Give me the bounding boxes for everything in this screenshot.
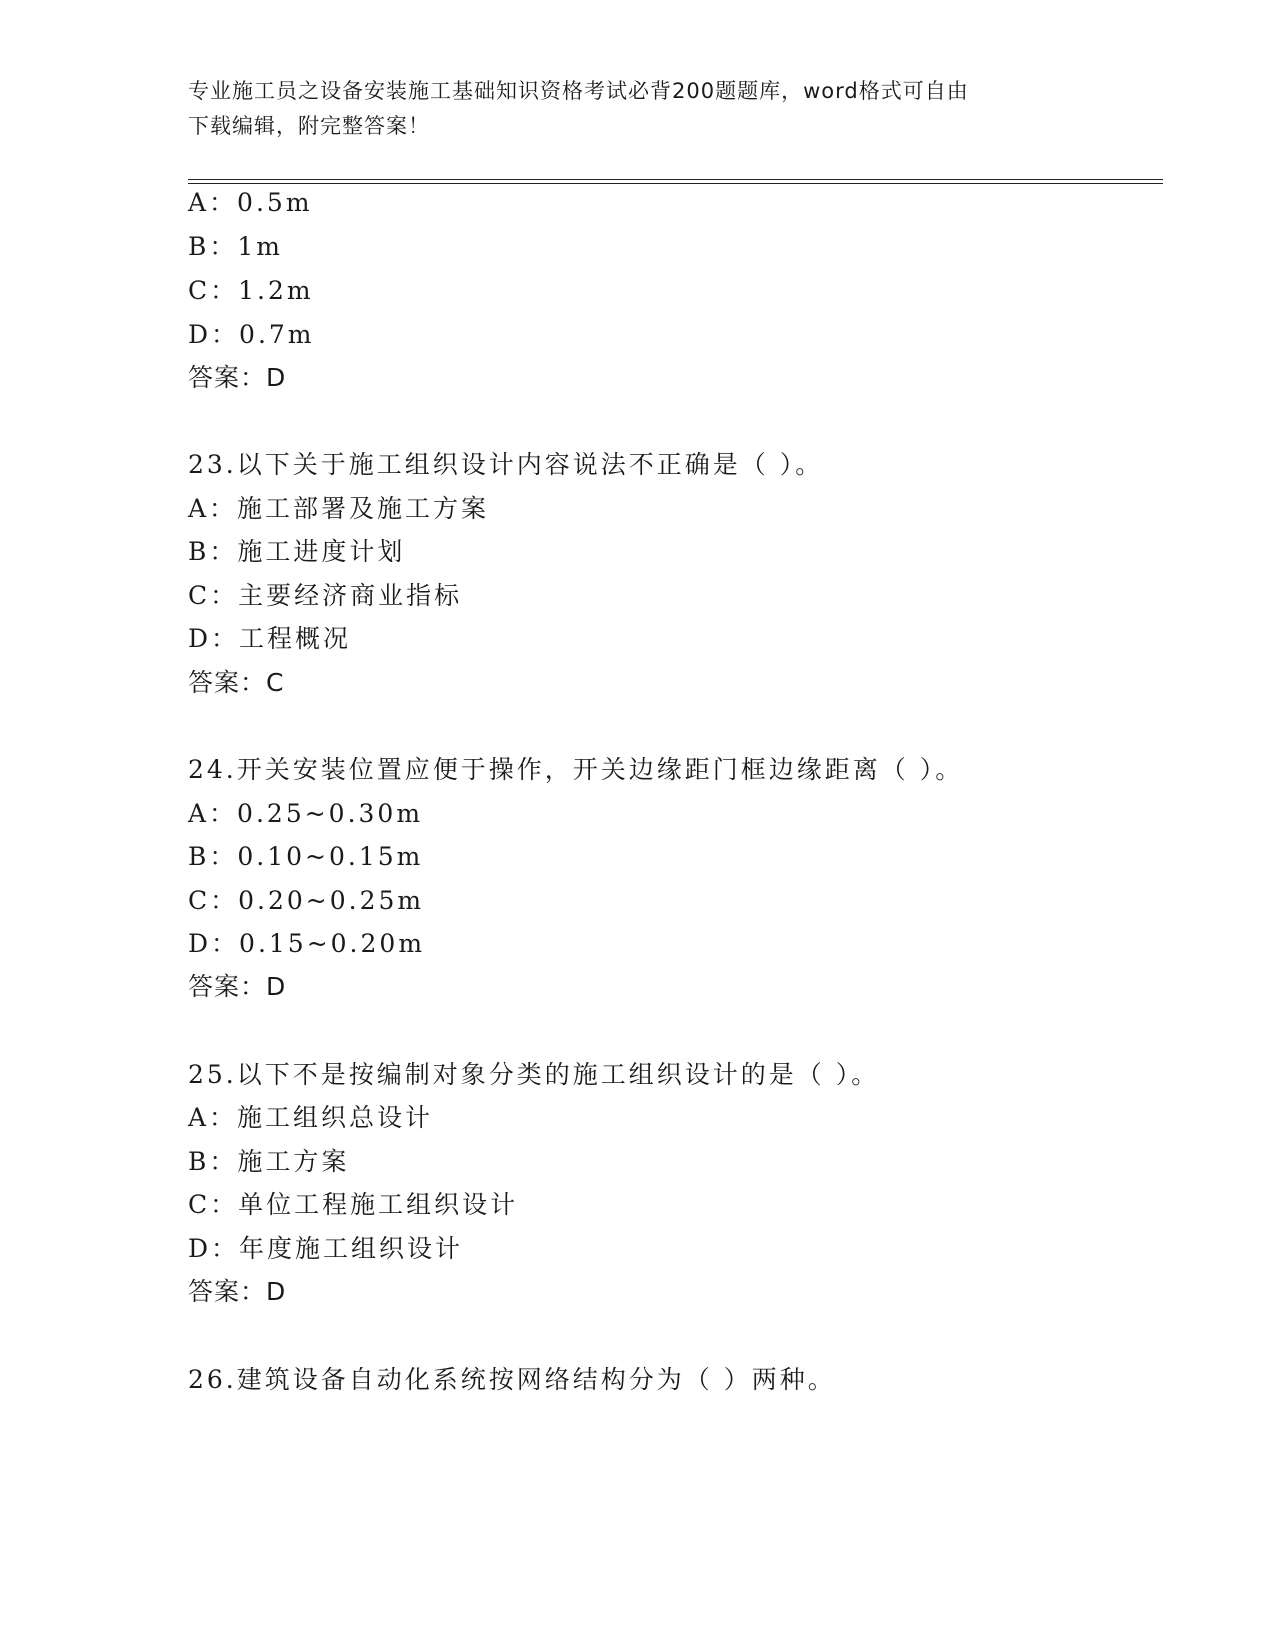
option-d: D：0.15~0.20m — [188, 929, 426, 958]
option-b: B：1m — [188, 232, 283, 261]
option-d: D：0.7m — [188, 320, 315, 349]
option-d: D：年度施工组织设计 — [188, 1234, 464, 1263]
answer: 答案：D — [188, 363, 287, 392]
answer: 答案：D — [188, 1277, 287, 1306]
option-b: B：施工方案 — [188, 1147, 350, 1176]
option-a: A：0.25~0.30m — [188, 799, 424, 828]
header-divider-bottom — [188, 183, 1163, 184]
option-a: A：0.5m — [188, 188, 313, 217]
option-a: A：施工组织总设计 — [188, 1103, 434, 1132]
option-c: C：0.20~0.25m — [188, 886, 425, 915]
question-25-text: 25.以下不是按编制对象分类的施工组织设计的是（ ）。 — [188, 1060, 880, 1089]
option-c: C：单位工程施工组织设计 — [188, 1190, 519, 1219]
question-24-text: 24.开关安装位置应便于操作，开关边缘距门框边缘距离（ ）。 — [188, 755, 964, 784]
option-c: C：主要经济商业指标 — [188, 581, 463, 610]
document-header — [188, 74, 1088, 144]
question-26-text: 26.建筑设备自动化系统按网络结构分为（ ）两种。 — [188, 1365, 836, 1394]
header-line-2: 下载编辑，附完整答案！ — [188, 114, 430, 138]
option-d: D：工程概况 — [188, 624, 352, 653]
option-c: C：1.2m — [188, 276, 314, 305]
header-divider-top — [188, 179, 1163, 180]
option-b: B：0.10~0.15m — [188, 842, 424, 871]
option-a: A：施工部署及施工方案 — [188, 494, 490, 523]
option-b: B：施工进度计划 — [188, 537, 406, 566]
answer: 答案：C — [188, 668, 285, 697]
header-line-1: 专业施工员之设备安装施工基础知识资格考试必背200题题库，word格式可自由 — [188, 79, 969, 103]
question-23-text: 23.以下关于施工组织设计内容说法不正确是（ ）。 — [188, 450, 824, 479]
answer: 答案：D — [188, 972, 287, 1001]
